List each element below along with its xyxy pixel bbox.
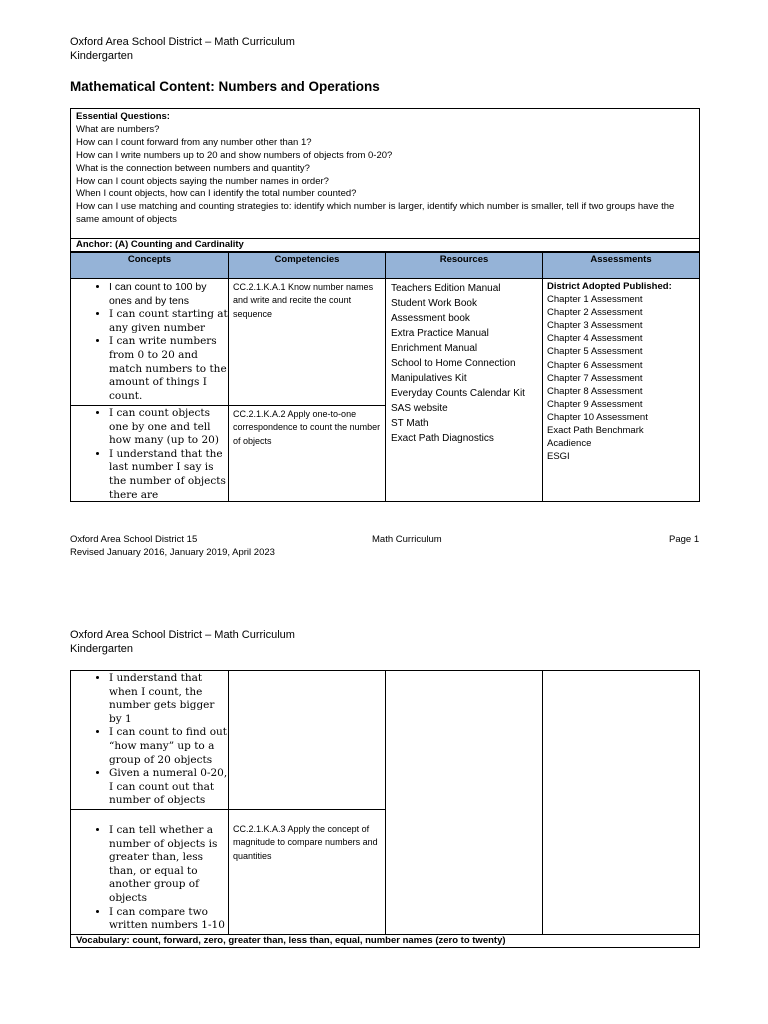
- column-header-resources: Resources: [385, 252, 543, 279]
- question: How can I count forward from any number other than 1?: [76, 136, 312, 148]
- content-title: Mathematical Content: Numbers and Operations: [70, 79, 380, 94]
- page-number: Page 1: [669, 534, 700, 545]
- concept-item: • I can count to find out “how many” up to a group of 20 objects: [109, 726, 228, 767]
- vocabulary-row: Vocabulary: count, forward, zero, greater than, less than, equal, number names (zero to twenty): [70, 934, 700, 948]
- resource-item: School to Home Connection: [391, 358, 516, 369]
- footer-district: Oxford Area School District 15: [70, 534, 198, 545]
- question: How can I use matching and counting strategies to: identify which number is larger, identify which number is smaller, tell if two groups have the same amount of objects: [76, 201, 675, 226]
- resource-item: Student Work Book: [391, 298, 477, 309]
- resource-item: Exact Path Diagnostics: [391, 433, 494, 444]
- assessment-item: Chapter 6 Assessment: [547, 359, 643, 371]
- assessment-item: Chapter 5 Assessment: [547, 346, 643, 358]
- assessment-item: Exact Path Benchmark: [547, 425, 644, 437]
- grade-level: Kindergarten: [70, 50, 133, 62]
- concepts-cell: [70, 278, 229, 406]
- competency-text: CC.2.1.K.A.3 Apply the concept of magnitude to compare numbers and quantities: [233, 824, 378, 861]
- concept-item: • I can write numbers from 0 to 20 and match numbers to the amount of things I count.: [109, 335, 228, 403]
- assessment-item: Chapter 1 Assessment: [547, 294, 643, 306]
- page-header: [70, 35, 295, 63]
- assessment-item: Chapter 9 Assessment: [547, 398, 643, 410]
- assessment-item: Chapter 2 Assessment: [547, 307, 643, 319]
- page-footer-left: [70, 533, 275, 559]
- assessments-cell: [542, 278, 700, 502]
- competency-cell: [228, 278, 386, 406]
- resource-item: Assessment book: [391, 313, 470, 324]
- concept-item: • I can tell whether a number of objects is greater than, less than, or equal to another group of objects: [109, 824, 228, 906]
- footer-revised: Revised January 2016, January 2019, April 2023: [70, 547, 275, 558]
- question: When I count objects, how can I identify the total number counted?: [76, 188, 357, 200]
- concepts-cell: [70, 809, 229, 935]
- column-header-concepts: Concepts: [70, 252, 229, 279]
- page-header: [70, 628, 295, 656]
- resource-item: SAS website: [391, 403, 448, 414]
- grade-level: Kindergarten: [70, 643, 133, 655]
- question: How can I count objects saying the number names in order?: [76, 175, 329, 187]
- concepts-cell: [70, 405, 229, 502]
- assessment-item: Chapter 7 Assessment: [547, 372, 643, 384]
- concept-item: • I understand that the last number I say is the number of objects there are: [109, 448, 228, 502]
- concepts-cell: [70, 670, 229, 810]
- assessment-item: Acadience: [547, 438, 592, 450]
- assessment-item: Chapter 8 Assessment: [547, 385, 643, 397]
- essential-questions-label: Essential Questions:: [76, 111, 170, 122]
- district-title: Oxford Area School District – Math Curriculum: [70, 36, 295, 48]
- assessment-item: Chapter 4 Assessment: [547, 333, 643, 345]
- footer-center: Math Curriculum: [372, 534, 442, 545]
- concept-item: • I can count objects one by one and tell how many (up to 20): [109, 407, 228, 448]
- competency-text: CC.2.1.K.A.2 Apply one-to-one correspondence to count the number of objects: [233, 409, 381, 446]
- concept-item: • Given a numeral 0-20, I can count out that number of objects: [109, 767, 228, 808]
- question: What is the connection between numbers and quantity?: [76, 162, 310, 174]
- resource-item: Teachers Edition Manual: [391, 283, 501, 294]
- assessments-label: District Adopted Published:: [547, 281, 672, 292]
- competency-cell: [228, 809, 386, 935]
- assessment-item: ESGI: [547, 451, 570, 463]
- column-header-competencies: Competencies: [228, 252, 386, 279]
- assessments-cell: [542, 670, 700, 935]
- resource-item: Extra Practice Manual: [391, 328, 489, 339]
- competency-cell: [228, 405, 386, 502]
- question: What are numbers?: [76, 123, 160, 135]
- assessment-item: Chapter 3 Assessment: [547, 320, 643, 332]
- resource-item: Manipulatives Kit: [391, 373, 467, 384]
- concept-item: • I can compare two written numbers 1-10: [109, 906, 228, 933]
- concept-item: • I can count starting at any given number: [109, 308, 228, 335]
- essential-questions-box: [70, 108, 700, 239]
- district-title: Oxford Area School District – Math Curriculum: [70, 629, 295, 641]
- competency-text: CC.2.1.K.A.1 Know number names and write and recite the count sequence: [233, 282, 374, 319]
- column-header-assessments: Assessments: [542, 252, 700, 279]
- resource-item: Everyday Counts Calendar Kit: [391, 388, 525, 399]
- resources-cell: [385, 278, 543, 502]
- resource-item: ST Math: [391, 418, 429, 429]
- question: How can I write numbers up to 20 and show numbers of objects from 0-20?: [76, 149, 393, 161]
- resources-cell: [385, 670, 543, 935]
- concept-item: • I understand that when I count, the number gets bigger by 1: [109, 672, 228, 726]
- competency-cell: [228, 670, 386, 810]
- resource-item: Enrichment Manual: [391, 343, 478, 354]
- assessment-item: Chapter 10 Assessment: [547, 411, 648, 423]
- anchor-row: Anchor: (A) Counting and Cardinality: [70, 239, 700, 252]
- concept-item: • I can count to 100 by ones and by tens: [109, 281, 228, 308]
